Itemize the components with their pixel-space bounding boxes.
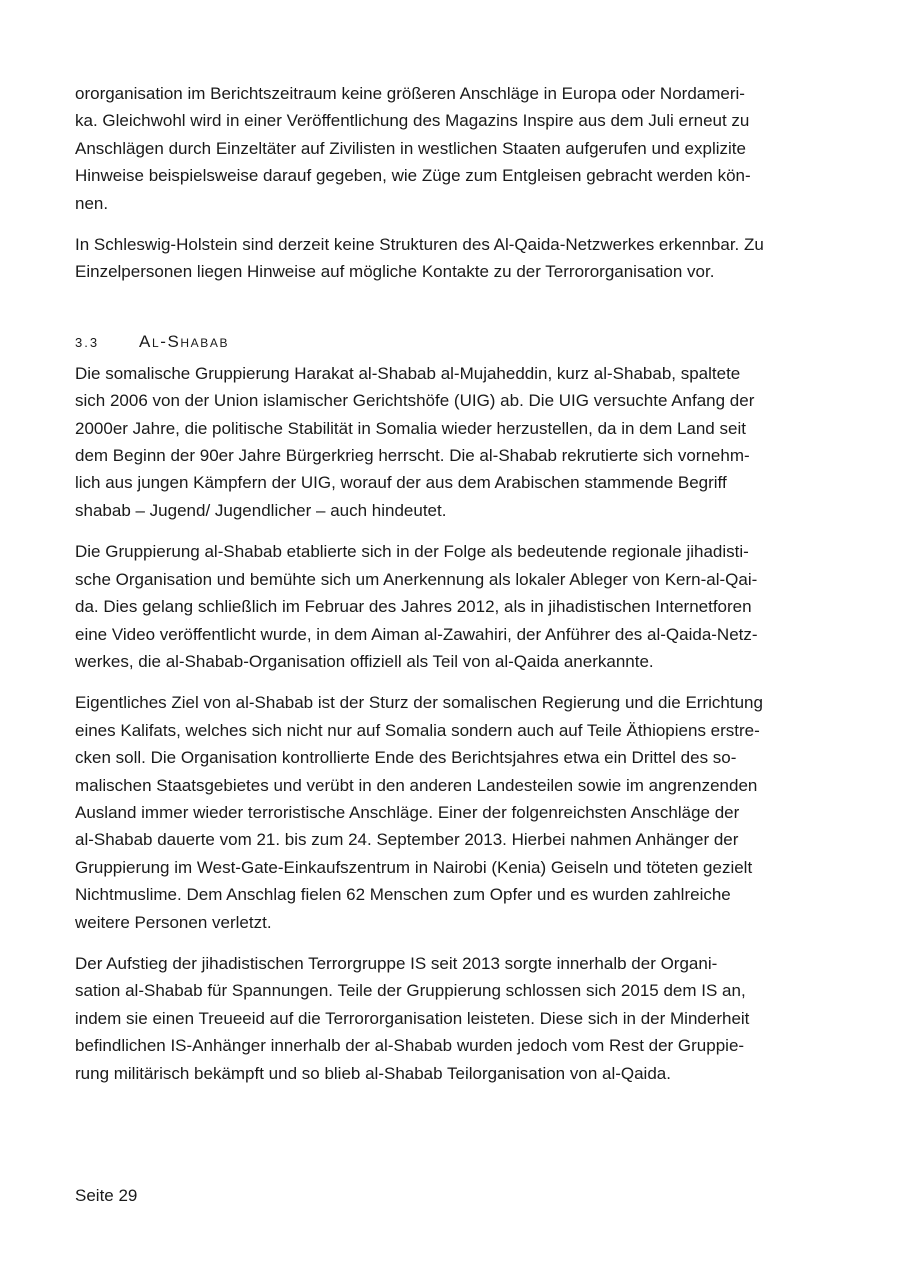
text-line: Eigentliches Ziel von al-Shabab ist der Sturz der somalischen Regierung und die Errichtung [75,693,763,713]
text-line: In Schleswig-Holstein sind derzeit keine Strukturen des Al-Qaida-Netzwerkes erkennbar. Zu [75,235,764,255]
section-number: 3.3 [75,334,100,350]
text-line: Die Gruppierung al-Shabab etablierte sich in der Folge als bedeutende regionale jihadisti- [75,542,749,562]
text-line: ka. Gleichwohl wird in einer Veröffentlichung des Magazins Inspire aus dem Juli erneut zu [75,111,750,131]
text-line: Einzelpersonen liegen Hinweise auf mögliche Kontakte zu der Terrororganisation vor. [75,262,715,282]
section-paragraph-1 [75,360,825,524]
intro-paragraph-1 [75,80,825,217]
text-line: al-Shabab dauerte vom 21. bis zum 24. September 2013. Hierbei nahmen Anhänger der [75,830,739,850]
section-paragraph-2 [75,538,825,675]
text-line: Ausland immer wieder terroristische Anschläge. Einer der folgenreichsten Anschläge der [75,802,740,822]
text-line: dem Beginn der 90er Jahre Bürgerkrieg herrscht. Die al-Shabab rekrutierte sich vornehm- [75,446,750,466]
intro-paragraph-2 [75,231,825,286]
text-line: Gruppierung im West-Gate-Einkaufszentrum in Nairobi (Kenia) Geiseln und töteten gezielt [75,857,753,877]
text-line: 2000er Jahre, die politische Stabilität in Somalia wieder herzustellen, da in dem Land seit [75,418,746,438]
text-line: befindlichen IS-Anhänger innerhalb der al-Shabab wurden jedoch vom Rest der Gruppie- [75,1036,745,1056]
text-line: werkes, die al-Shabab-Organisation offiziell als Teil von al-Qaida anerkannte. [75,651,654,671]
text-line: rung militärisch bekämpft und so blieb al-Shabab Teilorganisation von al-Qaida. [75,1063,671,1083]
section-title: Al-Shabab [139,331,230,351]
text-line: sation al-Shabab für Spannungen. Teile der Gruppierung schlossen sich 2015 dem IS an, [75,981,746,1001]
text-line: weitere Personen verletzt. [75,912,272,932]
section-paragraph-4 [75,950,825,1087]
text-line: Anschlägen durch Einzeltäter auf Zivilisten in westlichen Staaten aufgerufen und explizite [75,138,746,158]
text-line: nen. [75,193,109,213]
text-line: lich aus jungen Kämpfern der UIG, worauf der aus dem Arabischen stammende Begriff [75,473,727,493]
text-line: Die somalische Gruppierung Harakat al-Shabab al-Mujaheddin, kurz al-Shabab, spaltete [75,363,741,383]
page-content [75,80,825,1101]
section-paragraph-3 [75,689,825,936]
text-line: sich 2006 von der Union islamischer Gerichtshöfe (UIG) ab. Die UIG versuchte Anfang der [75,391,755,411]
text-line: eines Kalifats, welches sich nicht nur auf Somalia sondern auch auf Teile Äthiopiens erstre- [75,720,760,740]
text-line: cken soll. Die Organisation kontrollierte Ende des Berichtsjahres etwa ein Drittel des so- [75,748,737,768]
text-line: indem sie einen Treueeid auf die Terrororganisation leisteten. Diese sich in der Minderheit [75,1008,750,1028]
text-line: da. Dies gelang schließlich im Februar des Jahres 2012, als in jihadistischen Internetforen [75,597,752,617]
text-line: eine Video veröffentlicht wurde, in dem Aiman al-Zawahiri, der Anführer des al-Qaida-Netz- [75,624,758,644]
text-line: malischen Staatsgebietes und verübt in den anderen Landesteilen sowie im angrenzenden [75,775,758,795]
text-line: Nichtmuslime. Dem Anschlag fielen 62 Menschen zum Opfer und es wurden zahlreiche [75,885,731,905]
text-line: shabab – Jugend/ Jugendlicher – auch hindeutet. [75,500,447,520]
text-line: sche Organisation und bemühte sich um Anerkennung als lokaler Ableger von Kern-al-Qai- [75,569,758,589]
text-line: Hinweise beispielsweise darauf gegeben, wie Züge zum Entgleisen gebracht werden kön- [75,166,751,186]
text-line: ororganisation im Berichtszeitraum keine größeren Anschläge in Europa oder Nordameri- [75,84,745,103]
page-number: Seite 29 [75,1186,138,1205]
text-line: Der Aufstieg der jihadistischen Terrorgruppe IS seit 2013 sorgte innerhalb der Organi- [75,953,718,973]
section-heading [75,332,825,352]
